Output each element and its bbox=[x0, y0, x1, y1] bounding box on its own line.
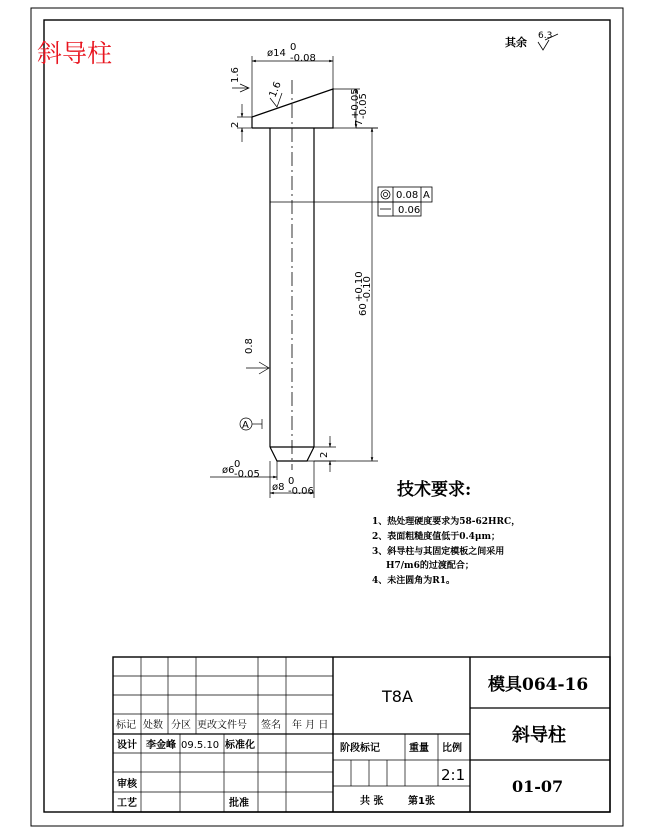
tb-process-label: 工艺 bbox=[117, 798, 137, 809]
tech-requirements-heading: 技术要求: bbox=[397, 480, 472, 500]
tb-designer-label: 设计 bbox=[117, 740, 137, 751]
dim-chamfer-top-value: 2 bbox=[230, 121, 241, 128]
tb-stage-label: 阶段标记 bbox=[340, 743, 380, 754]
dim-total-length-upper: +0.10 bbox=[354, 271, 365, 302]
tech-requirements bbox=[372, 479, 520, 586]
dim-total-length-base: 60 bbox=[358, 303, 369, 316]
drawing-title: 斜导柱 bbox=[37, 39, 113, 68]
roughness-note-label: 其余 bbox=[505, 36, 527, 49]
tech-requirement-item: H7/m6的过渡配合； bbox=[386, 561, 474, 571]
tolerance-flatness-value: 0.06 bbox=[398, 205, 421, 216]
roughness-top-symbol-icon bbox=[232, 84, 249, 92]
part-outline bbox=[252, 80, 333, 470]
datum-a-label: A bbox=[242, 420, 249, 431]
tb-design-date: 09.5.10 bbox=[181, 740, 220, 751]
tb-standardize-label: 标准化 bbox=[225, 740, 255, 751]
dim-head-height-upper: +0.05 bbox=[350, 88, 361, 119]
dim-shaft-diameter-upper: 0 bbox=[288, 476, 295, 487]
tb-scale: 2:1 bbox=[441, 766, 466, 784]
tb-designer-name: 李金峰 bbox=[146, 740, 176, 751]
tb-scale-label: 比例 bbox=[442, 743, 462, 754]
roughness-slope-value: 1.6 bbox=[267, 80, 284, 100]
tb-header-date: 年 月 日 bbox=[292, 720, 329, 731]
dim-head-diameter-lower: -0.08 bbox=[290, 53, 316, 64]
tb-part-name: 斜导柱 bbox=[512, 725, 566, 746]
tb-header-change-doc: 更改文件号 bbox=[197, 720, 247, 731]
tb-material: T8A bbox=[382, 687, 413, 706]
dim-tip-diameter-base: ø6 bbox=[222, 465, 235, 476]
roughness-note bbox=[505, 31, 558, 50]
dim-head-height-lower: -0.05 bbox=[358, 93, 369, 119]
dim-head-diameter-base: ø14 bbox=[267, 48, 286, 59]
tb-drawing-set: 模具064-16 bbox=[488, 675, 589, 695]
tb-header-signature: 签名 bbox=[261, 720, 281, 731]
dim-head-diameter-upper: 0 bbox=[290, 42, 297, 53]
roughness-note-value: 6.3 bbox=[538, 31, 553, 41]
dim-head-height-base: 7 bbox=[354, 119, 365, 126]
tb-sheet-no: 第1张 bbox=[408, 796, 435, 807]
tech-requirement-item: 2、表面粗糙度值低于0.4μm； bbox=[372, 532, 501, 542]
roughness-shaft-value: 0.8 bbox=[244, 338, 255, 354]
tb-header-count: 处数 bbox=[143, 720, 163, 731]
tech-requirement-item: 3、斜导柱与其固定模板之间采用 bbox=[372, 547, 505, 557]
tb-review-label: 审核 bbox=[117, 779, 137, 790]
head-outline bbox=[252, 89, 333, 128]
concentricity-icon bbox=[381, 190, 390, 199]
tb-approve-label: 批准 bbox=[229, 798, 249, 809]
dim-total-length-lower: -0.10 bbox=[362, 276, 373, 302]
dim-chamfer-bottom-value: 2 bbox=[319, 451, 330, 458]
roughness-top-value: 1.6 bbox=[230, 67, 241, 83]
dim-tip-diameter-lower: -0.05 bbox=[234, 469, 260, 480]
tb-header-mark: 标记 bbox=[116, 720, 136, 731]
roughness-shaft-symbol-icon bbox=[246, 362, 269, 374]
dim-shaft-diameter-lower: -0.06 bbox=[288, 486, 314, 497]
tb-header-zone: 分区 bbox=[171, 720, 191, 731]
tolerance-concentricity-datum: A bbox=[423, 190, 430, 201]
outer-frame bbox=[31, 8, 623, 826]
tb-sheets-total: 共 张 bbox=[360, 796, 384, 807]
tolerance-concentricity-value: 0.08 bbox=[396, 190, 419, 201]
tech-requirement-item: 4、未注圆角为R1。 bbox=[372, 576, 456, 586]
dim-tip-diameter-upper: 0 bbox=[234, 459, 241, 470]
dim-head-diameter bbox=[252, 56, 333, 117]
tb-drawing-no: 01-07 bbox=[512, 777, 564, 796]
tb-weight-label: 重量 bbox=[409, 743, 429, 754]
tech-requirement-item: 1、热处理硬度要求为58-62HRC， bbox=[372, 517, 521, 527]
dim-shaft-diameter-base: ø8 bbox=[272, 482, 285, 493]
